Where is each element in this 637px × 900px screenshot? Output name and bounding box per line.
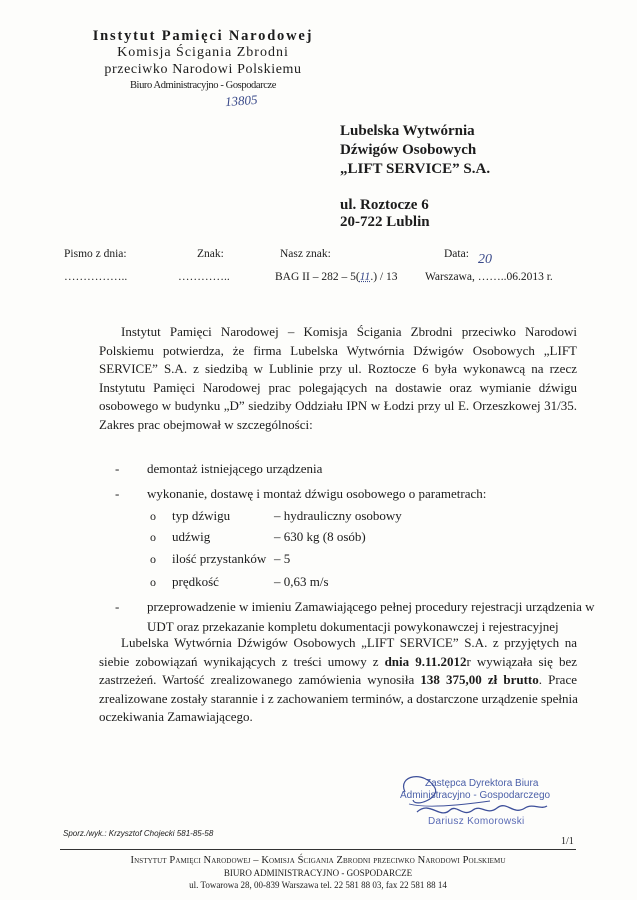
org-name: Instytut Pamięci Narodowej (92, 28, 314, 44)
param-name: ilość przystanków (172, 551, 267, 566)
param-value: – 0,63 m/s (274, 574, 329, 589)
param-value: – 630 kg (8 osób) (274, 529, 366, 544)
our-sign-label: Nasz znak: (280, 248, 331, 260)
para2-text: . Prace (538, 672, 577, 687)
para1-line-1: Instytut Pamięci Narodowej – Komisja Ścigania Zbrodni przeciwko Narodowi (121, 324, 577, 339)
handwritten-day: 20 (478, 252, 492, 267)
recipient-line-3: „LIFT SERVICE” S.A. (340, 161, 491, 177)
recipient-city: 20-722 Lublin (340, 214, 430, 230)
circle-bullet-icon: o (150, 509, 156, 523)
param-name: prędkość (172, 574, 219, 589)
letter-date-value: …………….. (64, 271, 128, 283)
para2-line-4: zrealizowane zostały starannie i z zachowaniem terminów, a dostarczone urządzenie spełnia (99, 690, 578, 706)
bullet-dash: - (115, 486, 120, 501)
bullet-registration-line-2: UDT oraz przekazanie kompletu dokumentacji powykonawczej i rejestracyjnej (147, 619, 559, 634)
our-sign-value (275, 271, 397, 283)
date-suffix: .06.2013 r. (503, 271, 553, 283)
footer-institution: Instytut Pamięci Narodowej – Komisja Ścigania Zbrodni przeciwko Narodowi Polskiemu (130, 855, 506, 866)
paragraph-2 (99, 634, 577, 727)
para2-text: zastrzeżeń. Wartość zrealizowanego zamówienia wynosiła (99, 672, 421, 687)
para1-line-2: Polskiemu potwierdza, że firma Lubelska Wytwórnia Dźwigów Osobowych „LIFT (99, 342, 577, 358)
commission-line-1: Komisja Ścigania Zbrodni (117, 45, 289, 60)
recipient-line-1: Lubelska Wytwórnia (340, 123, 475, 139)
date-value (425, 271, 553, 283)
our-sign-handwritten: 11 (359, 271, 371, 283)
commission-line-2: przeciwko Narodowi Polskiemu (104, 62, 302, 77)
para1-line-4: Instytutu Pamięci Narodowej prac polegających na dostawie oraz wymianie dźwigu (99, 379, 577, 395)
sign-value: ………….. (178, 271, 230, 283)
footer-address: ul. Towarowa 28, 00-839 Warszawa tel. 22 581 88 03, fax 22 581 88 14 (189, 880, 447, 890)
sign-label: Znak: (197, 248, 224, 260)
office-name: Biuro Administracyjno - Gospodarcze (129, 80, 277, 91)
signature-stamp (395, 770, 565, 840)
para2-line-5: oczekiwania Zamawiającego. (99, 709, 253, 724)
handwritten-signature-icon (395, 770, 565, 840)
recipient-line-2: Dźwigów Osobowych (340, 142, 477, 158)
param-value: – hydrauliczny osobowy (274, 508, 402, 523)
date-label: Data: (444, 248, 469, 260)
bullet-registration-line-1: przeprowadzenie w imieniu Zamawiającego pełnej procedury rejestracji urządzenia w (147, 599, 595, 614)
footer-office: BIURO ADMINISTRACYJNO - GOSPODARCZE (223, 868, 413, 878)
param-name: typ dźwigu (172, 508, 231, 523)
contract-date: dnia 9.11.2012 (384, 653, 467, 669)
para1-line-3: SERVICE” S.A. z siedzibą w Lublinie przy ul. Roztocze 6 była wykonawcą na rzecz (99, 361, 577, 376)
param-name: udźwig (172, 529, 211, 544)
para2-text: siebie zobowiązań wynikających z treści umowy z (99, 653, 385, 669)
footer-divider (60, 849, 576, 850)
stamp-title-line-1: Zastępca Dyrektora Biura (425, 778, 539, 789)
bullet-installation: wykonanie, dostawę i montaż dźwigu osobowego o parametrach: (147, 486, 487, 501)
bullet-dash: - (115, 461, 120, 476)
date-prefix: Warszawa, ……. (425, 271, 504, 283)
para1-line-5: osobowego w budynku „D” siedziby Oddziału IPN w Łodzi przy ul E. Orzeszkowej 31/35. (99, 398, 577, 413)
our-sign-prefix: BAG II – 282 – 5( (275, 271, 360, 283)
bullet-dash: - (115, 599, 120, 614)
letter-date-label: Pismo z dnia: (64, 248, 127, 260)
para1-line-6: Zakres prac obejmował w szczególności: (99, 416, 313, 432)
para2-line-3 (99, 671, 577, 690)
para2-line-1: Lubelska Wytwórnia Dźwigów Osobowych „LIFT SERVICE” S.A. z przyjętych na (121, 635, 577, 650)
page-number: 1/1 (561, 836, 574, 847)
prepared-by: Sporz./wyk.: Krzysztof Chojecki 581-85-58 (63, 829, 214, 838)
stamp-title-line-2: Administracyjno - Gospodarczego (400, 790, 551, 801)
circle-bullet-icon: o (150, 552, 156, 566)
signatory-name: Dariusz Komorowski (428, 816, 525, 827)
param-value: – 5 (274, 551, 291, 566)
para2-text: r wywiązała się bez (466, 653, 577, 669)
recipient-street: ul. Roztocze 6 (340, 197, 429, 213)
circle-bullet-icon: o (150, 575, 156, 589)
bullet-dismantling: demontaż istniejącego urządzenia (147, 461, 323, 476)
contract-value: 138 375,00 zł brutto (420, 672, 539, 687)
para2-line-2 (99, 653, 577, 672)
handwritten-registration-number: 13805 (224, 91, 258, 110)
circle-bullet-icon: o (150, 530, 156, 544)
our-sign-suffix: .) / 13 (370, 271, 398, 283)
paragraph-1 (99, 323, 577, 434)
